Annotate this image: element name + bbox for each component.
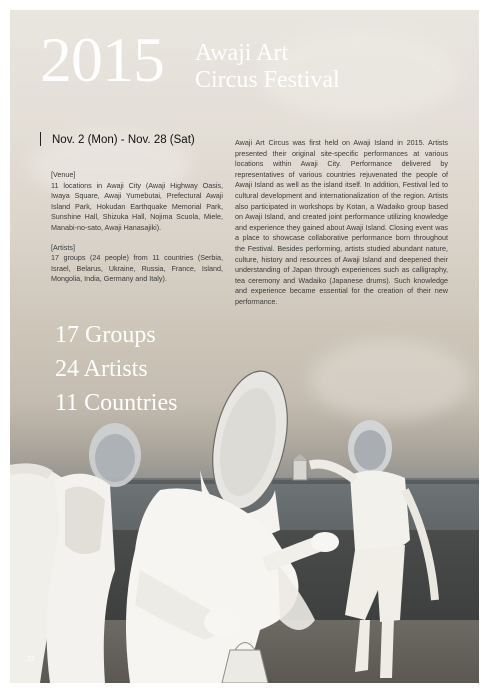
description-paragraph: Awaji Art Circus was first held on Awaji Island in 2015. Artists presented their original site-specific performances at various locations within Awaji City. Performance delivered by representatives of various countries rejuvenated the people of Awaji Island as well as the island itself. In addition, Festival led to cultural development and internationalization of the region. Artists also participated in workshops by Kotan, a Wadaiko group based on Awaji Island, and created joint performance utilizing knowledge and experience they gained about Awaji Island. Closing event was a place to showcase collaborative performance born throughout the Festival. Besides performing, artists studied abundant nature, culture, history and resources of Awaji Island and deepened their understanding of Japan through experiences such as calligraphy, tea ceremony and Wadaiko (Japanese drums). Such knowledge and experience became essential for the creation of their new performance. [235,138,448,306]
festival-info [51,170,223,294]
dates-block [40,132,232,146]
artists-heading: [Artists] [51,242,75,252]
stat-countries: 11 Countries [55,390,178,416]
page-number: 22 [27,656,35,663]
performer-left [10,423,141,683]
festival-stats [55,318,177,420]
artists-text: 17 groups (24 people) from 11 countries (Serbia, Israel, Belarus, Ukraine, Russia, France, Island, Mongolia, India, Germany and Italy). [51,253,223,284]
title-line-2: Circus Festival [195,67,340,93]
festival-title [195,40,340,94]
festival-dates: Nov. 2 (Mon) - Nov. 28 (Sat) [52,134,195,146]
festival-year: 2015 [40,24,164,95]
title-line-1: Awaji Art [195,40,289,66]
stat-artists: 24 Artists [55,356,148,382]
festival-description [235,138,448,308]
venue-heading: [Venue] [51,170,76,179]
stat-groups: 17 Groups [55,322,156,348]
venue-text: 11 locations in Awaji City (Awaji Highway Oasis, Iwaya Square, Awaji Yumebutai, Prefectural Awaji Island Park, Hokudan Earthquake Memorial Park, Sunshine Hall, Shizuka Hall, Nojima Scuola, Miele, Manabi-no-sato, Awaji Hanasajiki). [51,180,223,232]
